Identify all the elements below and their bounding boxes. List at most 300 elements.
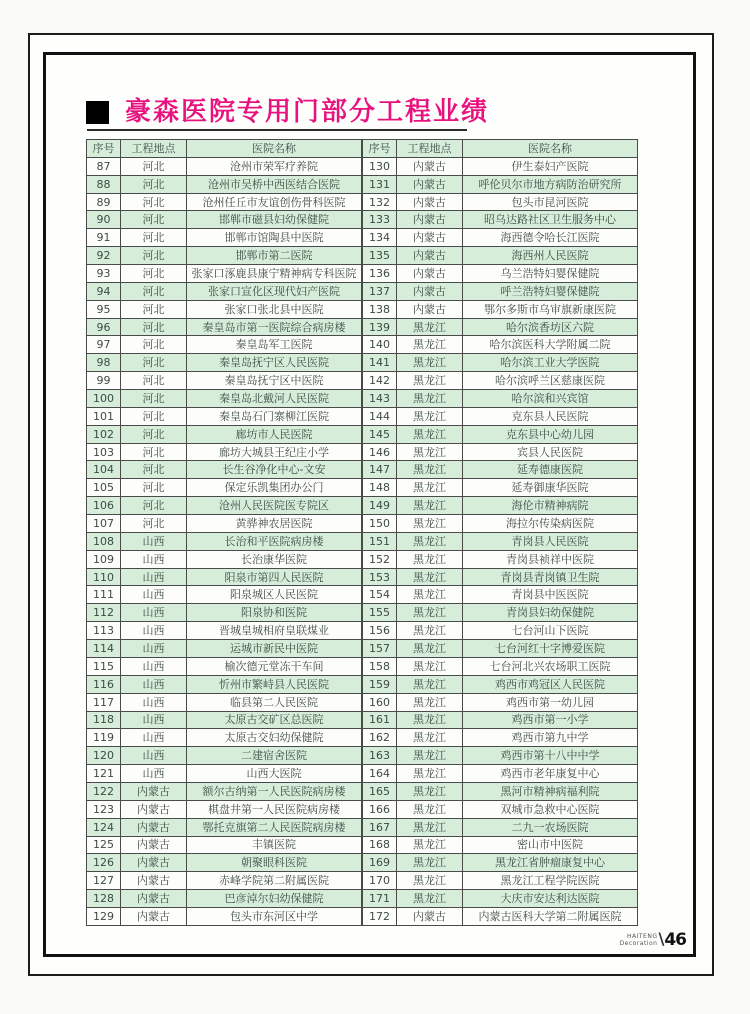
table-row [363, 336, 638, 354]
hospital-name-cell: 延寿德康医院 [463, 461, 638, 479]
location-cell: 河北 [121, 354, 187, 372]
hospital-name-cell: 沧州人民医院医专院区 [187, 497, 362, 515]
hospital-name-cell: 青岗县人民医院 [463, 532, 638, 550]
row-index-cell: 164 [363, 765, 397, 783]
row-index-cell: 119 [87, 729, 121, 747]
table-row [363, 515, 638, 533]
location-cell: 山西 [121, 550, 187, 568]
location-cell: 黑龙江 [397, 479, 463, 497]
table-row [363, 550, 638, 568]
row-index-cell: 140 [363, 336, 397, 354]
location-cell: 黑龙江 [397, 515, 463, 533]
row-index-cell: 158 [363, 657, 397, 675]
location-cell: 黑龙江 [397, 800, 463, 818]
table-row [87, 479, 362, 497]
row-index-cell: 141 [363, 354, 397, 372]
table-row [363, 604, 638, 622]
location-cell: 河北 [121, 193, 187, 211]
location-cell: 黑龙江 [397, 318, 463, 336]
table-row [87, 765, 362, 783]
table-row [87, 211, 362, 229]
location-cell: 内蒙古 [397, 247, 463, 265]
table-row [363, 532, 638, 550]
table-row [363, 229, 638, 247]
row-index-cell: 157 [363, 640, 397, 658]
hospital-name-cell: 密山市中医院 [463, 836, 638, 854]
hospital-name-cell: 哈尔滨工业大学医院 [463, 354, 638, 372]
row-index-cell: 134 [363, 229, 397, 247]
hospital-name-cell: 沧州市荣军疗养院 [187, 157, 362, 175]
location-cell: 黑龙江 [397, 640, 463, 658]
location-cell: 山西 [121, 675, 187, 693]
row-index-cell: 92 [87, 247, 121, 265]
table-row [87, 782, 362, 800]
row-index-cell: 167 [363, 818, 397, 836]
location-cell: 黑龙江 [397, 336, 463, 354]
row-index-cell: 89 [87, 193, 121, 211]
row-index-cell: 169 [363, 854, 397, 872]
row-index-cell: 163 [363, 747, 397, 765]
table-row [363, 622, 638, 640]
brand-subtitle: Decoration [619, 939, 658, 947]
table-row [363, 265, 638, 283]
row-index-cell: 114 [87, 640, 121, 658]
row-index-cell: 146 [363, 443, 397, 461]
table-row [363, 390, 638, 408]
hospital-name-cell: 二九一农场医院 [463, 818, 638, 836]
hospital-name-cell: 阳泉市第四人民医院 [187, 568, 362, 586]
location-cell: 河北 [121, 265, 187, 283]
location-cell: 河北 [121, 461, 187, 479]
row-index-cell: 137 [363, 282, 397, 300]
row-index-cell: 109 [87, 550, 121, 568]
table-header-row [363, 140, 638, 158]
hospital-name-cell: 阳泉城区人民医院 [187, 586, 362, 604]
location-cell: 内蒙古 [121, 890, 187, 908]
location-cell: 内蒙古 [121, 854, 187, 872]
hospital-name-cell: 邯郸市馆陶县中医院 [187, 229, 362, 247]
table-row [363, 318, 638, 336]
row-index-cell: 132 [363, 193, 397, 211]
table-row [363, 586, 638, 604]
location-cell: 河北 [121, 175, 187, 193]
location-column-header: 工程地点 [121, 140, 187, 158]
hospital-name-cell: 太原古交妇幼保健院 [187, 729, 362, 747]
row-index-cell: 104 [87, 461, 121, 479]
hospital-name-cell: 朝聚眼科医院 [187, 854, 362, 872]
hospital-name-cell: 晋城皇城相府皇联煤业 [187, 622, 362, 640]
table-row [363, 907, 638, 925]
location-cell: 河北 [121, 229, 187, 247]
table-row [87, 461, 362, 479]
hospital-name-cell: 廊坊大城县王纪庄小学 [187, 443, 362, 461]
hospital-name-cell: 长生谷净化中心-文安 [187, 461, 362, 479]
location-cell: 河北 [121, 372, 187, 390]
hospital-name-cell: 黑河市精神病福利院 [463, 782, 638, 800]
location-cell: 黑龙江 [397, 604, 463, 622]
hospital-name-cell: 秦皇岛军工医院 [187, 336, 362, 354]
row-index-cell: 162 [363, 729, 397, 747]
location-cell: 河北 [121, 282, 187, 300]
hospital-name-cell: 大庆市安达利达医院 [463, 890, 638, 908]
table-row [87, 229, 362, 247]
row-index-cell: 151 [363, 532, 397, 550]
row-index-cell: 98 [87, 354, 121, 372]
title-row [86, 89, 506, 129]
location-cell: 河北 [121, 247, 187, 265]
location-column-header: 工程地点 [397, 140, 463, 158]
table-row [87, 568, 362, 586]
location-cell: 黑龙江 [397, 729, 463, 747]
table-row [363, 675, 638, 693]
row-index-cell: 121 [87, 765, 121, 783]
footer-slash-mark: \ [658, 929, 665, 948]
row-index-cell: 103 [87, 443, 121, 461]
table-row [363, 729, 638, 747]
hospital-name-cell: 秦皇岛抚宁区人民医院 [187, 354, 362, 372]
table-row [363, 407, 638, 425]
location-cell: 黑龙江 [397, 675, 463, 693]
hospital-name-cell: 青岗县祯祥中医院 [463, 550, 638, 568]
table-row [363, 854, 638, 872]
location-cell: 黑龙江 [397, 425, 463, 443]
table-row [87, 604, 362, 622]
hospital-name-cell: 七台河山下医院 [463, 622, 638, 640]
row-index-cell: 136 [363, 265, 397, 283]
hospital-name-cell: 七台河红十字博爱医院 [463, 640, 638, 658]
location-cell: 河北 [121, 336, 187, 354]
table-row [87, 872, 362, 890]
location-cell: 内蒙古 [121, 782, 187, 800]
table-row [87, 425, 362, 443]
location-cell: 河北 [121, 157, 187, 175]
table-row [87, 907, 362, 925]
row-index-cell: 110 [87, 568, 121, 586]
brand-name: HAITENG [627, 932, 658, 940]
row-index-cell: 142 [363, 372, 397, 390]
table-row [87, 354, 362, 372]
location-cell: 内蒙古 [397, 300, 463, 318]
row-index-cell: 154 [363, 586, 397, 604]
hospital-name-cell: 额尔古纳第一人民医院病房楼 [187, 782, 362, 800]
row-index-cell: 107 [87, 515, 121, 533]
table-row [87, 282, 362, 300]
location-cell: 黑龙江 [397, 372, 463, 390]
table-row [363, 354, 638, 372]
location-cell: 黑龙江 [397, 872, 463, 890]
location-cell: 内蒙古 [397, 229, 463, 247]
table-row [87, 800, 362, 818]
row-index-cell: 93 [87, 265, 121, 283]
location-cell: 河北 [121, 515, 187, 533]
location-cell: 黑龙江 [397, 622, 463, 640]
hospital-name-cell: 秦皇岛北戴河人民医院 [187, 390, 362, 408]
location-cell: 山西 [121, 586, 187, 604]
hospital-name-cell: 忻州市繁峙县人民医院 [187, 675, 362, 693]
row-index-cell: 105 [87, 479, 121, 497]
location-cell: 河北 [121, 318, 187, 336]
table-row [363, 836, 638, 854]
table-row [87, 729, 362, 747]
hospital-name-cell: 延寿御康华医院 [463, 479, 638, 497]
row-index-cell: 129 [87, 907, 121, 925]
table-row [363, 693, 638, 711]
location-cell: 内蒙古 [397, 282, 463, 300]
hospital-name-cell: 临县第二人民医院 [187, 693, 362, 711]
table-row [87, 515, 362, 533]
table-row [87, 747, 362, 765]
hospital-name-cell: 鸡西市第九中学 [463, 729, 638, 747]
hospital-name-cell: 秦皇岛抚宁区中医院 [187, 372, 362, 390]
row-index-cell: 135 [363, 247, 397, 265]
table-row [87, 622, 362, 640]
location-cell: 黑龙江 [397, 890, 463, 908]
table-row [87, 372, 362, 390]
row-index-cell: 131 [363, 175, 397, 193]
table-row [87, 247, 362, 265]
location-cell: 河北 [121, 300, 187, 318]
location-cell: 山西 [121, 729, 187, 747]
row-index-cell: 161 [363, 711, 397, 729]
row-index-cell: 150 [363, 515, 397, 533]
location-cell: 山西 [121, 765, 187, 783]
hospital-name-cell: 丰镇医院 [187, 836, 362, 854]
location-cell: 山西 [121, 747, 187, 765]
table-row [87, 497, 362, 515]
location-cell: 黑龙江 [397, 461, 463, 479]
table-row [87, 586, 362, 604]
hospital-name-cell: 黑龙江省肿瘤康复中心 [463, 854, 638, 872]
title-bullet-square-icon [86, 101, 109, 124]
table-row [87, 300, 362, 318]
hospital-name-cell: 双城市急救中心医院 [463, 800, 638, 818]
hospital-name-cell: 哈尔滨和兴宾馆 [463, 390, 638, 408]
row-index-cell: 126 [87, 854, 121, 872]
hospital-name-cell: 山西大医院 [187, 765, 362, 783]
hospital-name-cell: 鸡西市鸡冠区人民医院 [463, 675, 638, 693]
row-index-cell: 128 [87, 890, 121, 908]
row-index-cell: 123 [87, 800, 121, 818]
hospital-name-cell: 邯郸市第二医院 [187, 247, 362, 265]
hospital-name-cell: 张家口张北县中医院 [187, 300, 362, 318]
row-index-cell: 117 [87, 693, 121, 711]
location-cell: 黑龙江 [397, 765, 463, 783]
hospital-name-cell: 宾县人民医院 [463, 443, 638, 461]
table-row [363, 211, 638, 229]
location-cell: 山西 [121, 532, 187, 550]
location-cell: 山西 [121, 604, 187, 622]
table-row [363, 711, 638, 729]
table-row [87, 640, 362, 658]
row-index-cell: 160 [363, 693, 397, 711]
location-cell: 黑龙江 [397, 693, 463, 711]
row-index-cell: 124 [87, 818, 121, 836]
table-row [87, 550, 362, 568]
row-index-cell: 147 [363, 461, 397, 479]
row-index-cell: 159 [363, 675, 397, 693]
row-index-cell: 133 [363, 211, 397, 229]
table-row [363, 247, 638, 265]
hospital-name-cell: 黑龙江工程学院医院 [463, 872, 638, 890]
row-index-cell: 99 [87, 372, 121, 390]
location-cell: 内蒙古 [121, 907, 187, 925]
table-row [363, 800, 638, 818]
row-index-cell: 166 [363, 800, 397, 818]
hospital-name-cell: 海西德令哈长江医院 [463, 229, 638, 247]
location-cell: 黑龙江 [397, 836, 463, 854]
location-cell: 山西 [121, 640, 187, 658]
page-footer [620, 929, 686, 950]
hospital-name-cell: 长治康华医院 [187, 550, 362, 568]
hospital-name-cell: 廊坊市人民医院 [187, 425, 362, 443]
page-inner-border [43, 52, 696, 957]
row-index-cell: 122 [87, 782, 121, 800]
row-index-cell: 127 [87, 872, 121, 890]
hospital-name-cell: 海拉尔传染病医院 [463, 515, 638, 533]
hospital-name-cell: 沧州任丘市友谊创伤骨科医院 [187, 193, 362, 211]
row-index-cell: 94 [87, 282, 121, 300]
row-index-cell: 145 [363, 425, 397, 443]
table-row [87, 818, 362, 836]
location-cell: 黑龙江 [397, 818, 463, 836]
location-cell: 内蒙古 [121, 818, 187, 836]
table-row [363, 640, 638, 658]
hospital-name-cell: 海西州人民医院 [463, 247, 638, 265]
brand-logo [620, 933, 658, 947]
table-row [87, 265, 362, 283]
table-row [363, 461, 638, 479]
location-cell: 河北 [121, 443, 187, 461]
hospital-name-cell: 棋盘井第一人民医院病房楼 [187, 800, 362, 818]
hospital-name-cell: 青岗县青岗镇卫生院 [463, 568, 638, 586]
table-row [87, 390, 362, 408]
row-index-cell: 125 [87, 836, 121, 854]
table-row [363, 479, 638, 497]
hospital-column-header: 医院名称 [463, 140, 638, 158]
hospital-name-cell: 鸡西市第十八中中学 [463, 747, 638, 765]
hospital-name-cell: 鸡西市第一幼儿园 [463, 693, 638, 711]
row-index-cell: 96 [87, 318, 121, 336]
hospital-name-cell: 太原古交矿区总医院 [187, 711, 362, 729]
row-index-cell: 144 [363, 407, 397, 425]
table-row [363, 175, 638, 193]
location-cell: 山西 [121, 711, 187, 729]
row-index-cell: 153 [363, 568, 397, 586]
row-index-cell: 118 [87, 711, 121, 729]
table-row [363, 657, 638, 675]
hospital-name-cell: 鄂尔多斯市乌审旗新康医院 [463, 300, 638, 318]
row-index-cell: 106 [87, 497, 121, 515]
hospital-name-cell: 乌兰浩特妇婴保健院 [463, 265, 638, 283]
hospital-name-cell: 赤峰学院第二附属医院 [187, 872, 362, 890]
hospital-name-cell: 鸡西市第一小学 [463, 711, 638, 729]
hospital-name-cell: 哈尔滨呼兰区慈康医院 [463, 372, 638, 390]
location-cell: 黑龙江 [397, 854, 463, 872]
location-cell: 河北 [121, 479, 187, 497]
row-index-cell: 108 [87, 532, 121, 550]
hospital-name-cell: 保定乐凯集团办公门 [187, 479, 362, 497]
performance-table-left [86, 139, 362, 926]
hospital-name-cell: 鸡西市老年康复中心 [463, 765, 638, 783]
location-cell: 山西 [121, 693, 187, 711]
location-cell: 黑龙江 [397, 782, 463, 800]
location-cell: 内蒙古 [397, 211, 463, 229]
table-row [87, 532, 362, 550]
location-cell: 黑龙江 [397, 497, 463, 515]
hospital-name-cell: 呼兰浩特妇婴保健院 [463, 282, 638, 300]
location-cell: 黑龙江 [397, 443, 463, 461]
hospital-name-cell: 张家口宣化区现代妇产医院 [187, 282, 362, 300]
hospital-name-cell: 包头市昆河医院 [463, 193, 638, 211]
row-index-cell: 87 [87, 157, 121, 175]
index-column-header: 序号 [87, 140, 121, 158]
hospital-name-cell: 青岗县妇幼保健院 [463, 604, 638, 622]
table-row [87, 890, 362, 908]
hospital-name-cell: 克东县中心幼儿园 [463, 425, 638, 443]
location-cell: 河北 [121, 425, 187, 443]
location-cell: 黑龙江 [397, 407, 463, 425]
row-index-cell: 168 [363, 836, 397, 854]
row-index-cell: 130 [363, 157, 397, 175]
table-row [363, 157, 638, 175]
table-row [363, 747, 638, 765]
hospital-name-cell: 哈尔滨医科大学附属二院 [463, 336, 638, 354]
page-number: 46 [664, 929, 686, 950]
table-row [87, 693, 362, 711]
title-underline [87, 129, 467, 131]
hospital-name-cell: 哈尔滨香坊区六院 [463, 318, 638, 336]
row-index-cell: 143 [363, 390, 397, 408]
table-row [363, 818, 638, 836]
row-index-cell: 171 [363, 890, 397, 908]
table-row [87, 711, 362, 729]
table-row [87, 836, 362, 854]
table-row [87, 175, 362, 193]
table-row [363, 782, 638, 800]
project-performance-tables [86, 139, 638, 925]
hospital-name-cell: 黄骅神农居医院 [187, 515, 362, 533]
table-row [363, 497, 638, 515]
row-index-cell: 152 [363, 550, 397, 568]
row-index-cell: 90 [87, 211, 121, 229]
table-row [87, 675, 362, 693]
table-row [87, 193, 362, 211]
hospital-name-cell: 秦皇岛石门寨柳江医院 [187, 407, 362, 425]
hospital-name-cell: 阳泉协和医院 [187, 604, 362, 622]
hospital-name-cell: 榆次德元堂冻干车间 [187, 657, 362, 675]
hospital-name-cell: 七台河北兴农场职工医院 [463, 657, 638, 675]
location-cell: 黑龙江 [397, 390, 463, 408]
location-cell: 黑龙江 [397, 550, 463, 568]
location-cell: 河北 [121, 211, 187, 229]
performance-table-right [362, 139, 638, 926]
hospital-name-cell: 张家口涿鹿县康宁精神病专科医院 [187, 265, 362, 283]
hospital-name-cell: 运城市新民中医院 [187, 640, 362, 658]
table-row [363, 765, 638, 783]
hospital-name-cell: 包头市东河区中学 [187, 907, 362, 925]
hospital-name-cell: 沧州市吴桥中西医结合医院 [187, 175, 362, 193]
location-cell: 黑龙江 [397, 711, 463, 729]
location-cell: 山西 [121, 568, 187, 586]
table-row [87, 854, 362, 872]
row-index-cell: 115 [87, 657, 121, 675]
row-index-cell: 155 [363, 604, 397, 622]
row-index-cell: 97 [87, 336, 121, 354]
location-cell: 内蒙古 [397, 193, 463, 211]
table-row [363, 282, 638, 300]
location-cell: 黑龙江 [397, 586, 463, 604]
location-cell: 内蒙古 [397, 907, 463, 925]
